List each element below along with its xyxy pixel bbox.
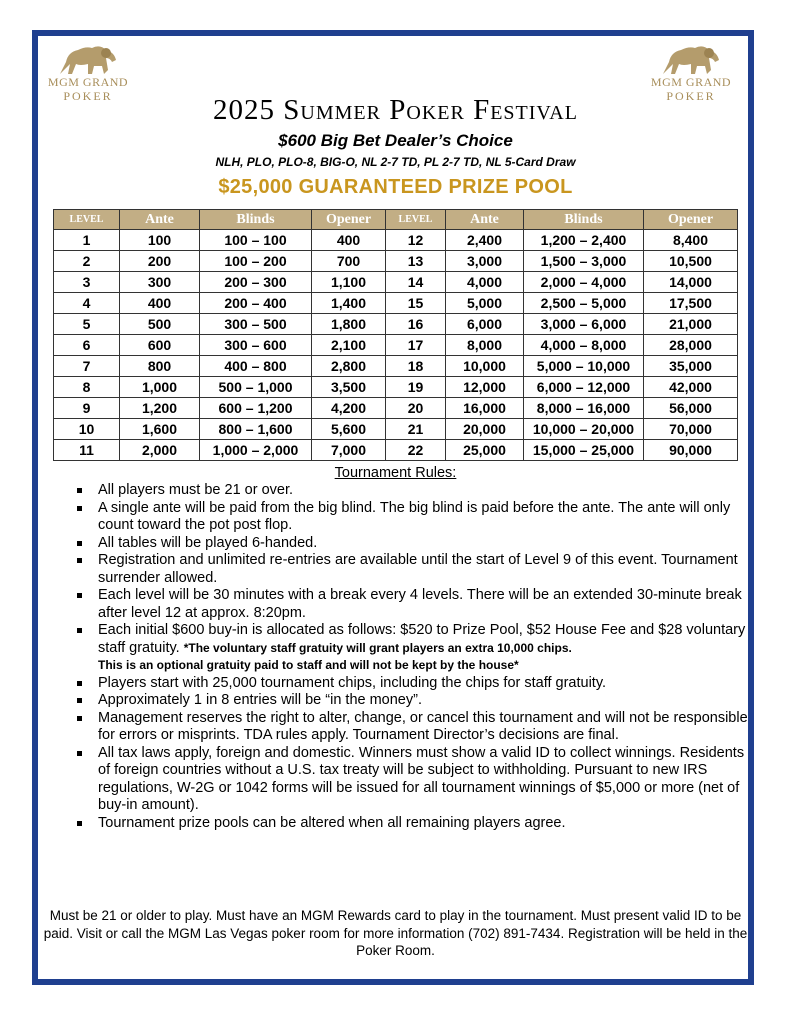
table-row	[54, 356, 738, 377]
cell-ante: 200	[120, 251, 200, 272]
footer-note: Must be 21 or older to play. Must have an MGM Rewards card to play in the tournament. Must present valid ID to be paid. Visit or call the MGM Las Vegas poker room for more information (702) 891-7434. Registration will be held in the Poker Room.	[43, 908, 748, 958]
cell-opener: 90,000	[644, 440, 738, 461]
cell-blinds: 8,000 – 16,000	[524, 398, 644, 419]
rule-item: All players must be 21 or over.	[77, 482, 749, 500]
page-title: 2025 Summer Poker Festival	[213, 94, 578, 126]
cell-opener: 4,200	[312, 398, 386, 419]
cell-blinds: 500 – 1,000	[200, 377, 312, 398]
cell-level: 17	[386, 335, 446, 356]
header-ante: Ante	[120, 210, 200, 230]
guarantee-banner: $25,000 GUARANTEED PRIZE POOL	[218, 176, 573, 198]
cell-level: 16	[386, 314, 446, 335]
cell-opener: 42,000	[644, 377, 738, 398]
rule-item: Management reserves the right to alter, change, or cancel this tournament and will not be responsible for errors or misprints. TDA rules apply. Tournament Director’s decisions are final.	[77, 710, 749, 745]
games-list: NLH, PLO, PLO-8, BIG-O, NL 2-7 TD, PL 2-7 TD, NL 5-Card Draw	[215, 155, 576, 169]
cell-ante: 5,000	[446, 293, 524, 314]
table-row	[54, 377, 738, 398]
cell-blinds: 800 – 1,600	[200, 419, 312, 440]
rule-item: Tournament prize pools can be altered when all remaining players agree.	[77, 815, 749, 833]
cell-ante: 16,000	[446, 398, 524, 419]
rules-list	[77, 482, 749, 832]
cell-level: 15	[386, 293, 446, 314]
cell-ante: 3,000	[446, 251, 524, 272]
table-row	[54, 251, 738, 272]
cell-level: 21	[386, 419, 446, 440]
cell-blinds: 2,000 – 4,000	[524, 272, 644, 293]
cell-ante: 10,000	[446, 356, 524, 377]
header-blinds: Blinds	[200, 210, 312, 230]
rule-item: A single ante will be paid from the big blind. The big blind is paid before the ante. The ante will only count toward the pot post flop.	[77, 500, 749, 535]
cell-ante: 100	[120, 230, 200, 251]
cell-ante: 8,000	[446, 335, 524, 356]
rule-item: All tax laws apply, foreign and domestic. Winners must show a valid ID to collect winnings. Residents of foreign countries without a U.S. tax treaty will be subject to withholding. Pursuant to new IRS regulations, W-2G or 1042 forms will be issued for all tournament winnings of $5,000 or more (net of buy-in amount).	[77, 745, 749, 815]
lion-icon	[659, 40, 723, 76]
cell-level: 6	[54, 335, 120, 356]
table-row	[54, 230, 738, 251]
cell-opener: 35,000	[644, 356, 738, 377]
table-row	[54, 314, 738, 335]
event-subtitle: $600 Big Bet Dealer’s Choice	[278, 131, 513, 150]
cell-ante: 4,000	[446, 272, 524, 293]
cell-blinds: 1,200 – 2,400	[524, 230, 644, 251]
rule-item: All tables will be played 6-handed.	[77, 535, 749, 553]
table-row	[54, 335, 738, 356]
cell-blinds: 300 – 600	[200, 335, 312, 356]
cell-ante: 25,000	[446, 440, 524, 461]
table-row	[54, 440, 738, 461]
header-blinds: Blinds	[524, 210, 644, 230]
header-level: LEVEL	[54, 210, 120, 230]
header-opener: Opener	[312, 210, 386, 230]
rule-item: Each level will be 30 minutes with a break every 4 levels. There will be an extended 30-minute break after level 12 at approx. 8:20pm.	[77, 587, 749, 622]
cell-blinds: 15,000 – 25,000	[524, 440, 644, 461]
cell-opener: 5,600	[312, 419, 386, 440]
cell-level: 3	[54, 272, 120, 293]
blind-structure-table	[53, 209, 738, 461]
cell-ante: 800	[120, 356, 200, 377]
cell-ante: 12,000	[446, 377, 524, 398]
cell-level: 4	[54, 293, 120, 314]
cell-level: 14	[386, 272, 446, 293]
cell-ante: 2,400	[446, 230, 524, 251]
rule-item: Registration and unlimited re-entries are available until the start of Level 9 of this event. Tournament surrender allowed.	[77, 552, 749, 587]
cell-ante: 400	[120, 293, 200, 314]
cell-level: 20	[386, 398, 446, 419]
table-row	[54, 398, 738, 419]
cell-ante: 600	[120, 335, 200, 356]
cell-level: 18	[386, 356, 446, 377]
cell-level: 19	[386, 377, 446, 398]
logo-line-1: MGM GRAND	[650, 75, 732, 89]
cell-level: 11	[54, 440, 120, 461]
cell-opener: 7,000	[312, 440, 386, 461]
cell-blinds: 1,500 – 3,000	[524, 251, 644, 272]
rule-item: Players start with 25,000 tournament chips, including the chips for staff gratuity.	[77, 675, 749, 693]
cell-level: 5	[54, 314, 120, 335]
cell-ante: 6,000	[446, 314, 524, 335]
cell-opener: 2,100	[312, 335, 386, 356]
header-ante: Ante	[446, 210, 524, 230]
header-level: LEVEL	[386, 210, 446, 230]
cell-opener: 21,000	[644, 314, 738, 335]
cell-ante: 300	[120, 272, 200, 293]
rule-item: Approximately 1 in 8 entries will be “in the money”.	[77, 692, 749, 710]
cell-level: 13	[386, 251, 446, 272]
cell-blinds: 600 – 1,200	[200, 398, 312, 419]
cell-ante: 2,000	[120, 440, 200, 461]
cell-ante: 1,000	[120, 377, 200, 398]
cell-blinds: 1,000 – 2,000	[200, 440, 312, 461]
cell-blinds: 400 – 800	[200, 356, 312, 377]
cell-level: 2	[54, 251, 120, 272]
logo-line-1: MGM GRAND	[47, 75, 129, 89]
cell-ante: 1,600	[120, 419, 200, 440]
cell-blinds: 300 – 500	[200, 314, 312, 335]
logo-line-2: POKER	[63, 89, 113, 103]
cell-ante: 20,000	[446, 419, 524, 440]
cell-opener: 700	[312, 251, 386, 272]
cell-blinds: 4,000 – 8,000	[524, 335, 644, 356]
gratuity-note: This is an optional gratuity paid to staff and will not be kept by the house*	[98, 658, 519, 672]
header-opener: Opener	[644, 210, 738, 230]
cell-level: 8	[54, 377, 120, 398]
cell-opener: 1,800	[312, 314, 386, 335]
cell-opener: 400	[312, 230, 386, 251]
cell-blinds: 10,000 – 20,000	[524, 419, 644, 440]
table-row	[54, 272, 738, 293]
logo-line-2: POKER	[666, 89, 716, 103]
cell-blinds: 200 – 300	[200, 272, 312, 293]
cell-blinds: 3,000 – 6,000	[524, 314, 644, 335]
cell-opener: 8,400	[644, 230, 738, 251]
rules-title: Tournament Rules:	[334, 465, 457, 481]
cell-opener: 17,500	[644, 293, 738, 314]
cell-level: 10	[54, 419, 120, 440]
cell-opener: 56,000	[644, 398, 738, 419]
cell-level: 12	[386, 230, 446, 251]
cell-opener: 3,500	[312, 377, 386, 398]
cell-level: 22	[386, 440, 446, 461]
cell-opener: 2,800	[312, 356, 386, 377]
rule-item: Each initial $600 buy-in is allocated as follows: $520 to Prize Pool, $52 House Fee and $28 voluntary staff gratuity. *The voluntary staff gratuity will grant players an extra 10,000 chips. This is an optional gratuity paid to staff and will not be kept by the house*	[77, 622, 749, 675]
lion-icon	[56, 40, 120, 76]
cell-blinds: 2,500 – 5,000	[524, 293, 644, 314]
cell-level: 7	[54, 356, 120, 377]
cell-level: 1	[54, 230, 120, 251]
cell-blinds: 200 – 400	[200, 293, 312, 314]
cell-opener: 70,000	[644, 419, 738, 440]
table-row	[54, 293, 738, 314]
cell-opener: 1,400	[312, 293, 386, 314]
cell-opener: 10,500	[644, 251, 738, 272]
gratuity-note: *The voluntary staff gratuity will grant players an extra 10,000 chips.	[183, 640, 572, 655]
cell-ante: 500	[120, 314, 200, 335]
cell-blinds: 5,000 – 10,000	[524, 356, 644, 377]
table-row	[54, 419, 738, 440]
cell-blinds: 100 – 200	[200, 251, 312, 272]
cell-level: 9	[54, 398, 120, 419]
cell-opener: 1,100	[312, 272, 386, 293]
cell-opener: 14,000	[644, 272, 738, 293]
cell-ante: 1,200	[120, 398, 200, 419]
cell-blinds: 6,000 – 12,000	[524, 377, 644, 398]
cell-blinds: 100 – 100	[200, 230, 312, 251]
cell-opener: 28,000	[644, 335, 738, 356]
table-header-row	[54, 210, 738, 230]
